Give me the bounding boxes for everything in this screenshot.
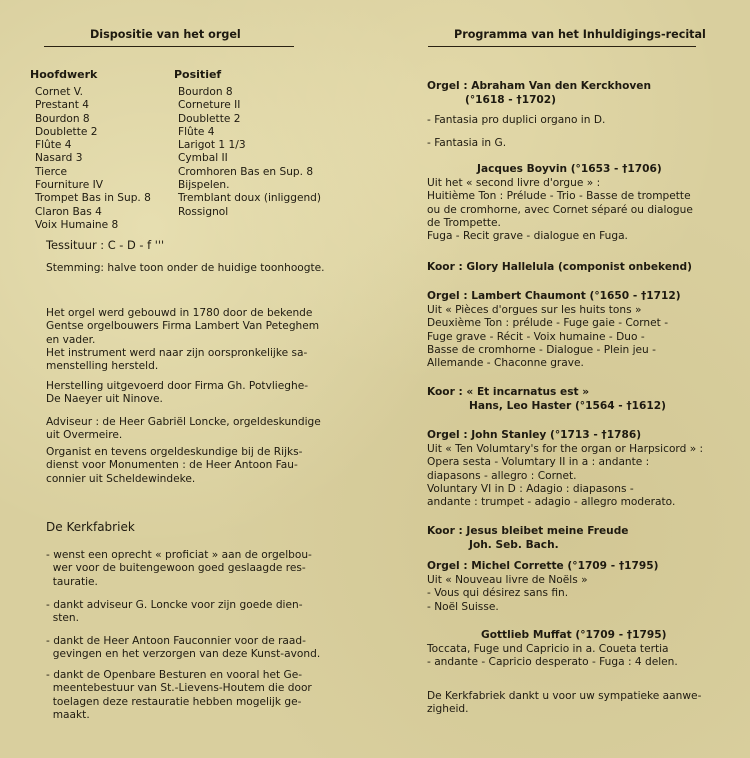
stop-item: Trompet Bas in Sup. 8 <box>35 192 151 205</box>
program-item-head: Koor : Glory Hallelula (componist onbekend) <box>427 261 692 273</box>
hoofdwerk-heading: Hoofdwerk <box>30 68 98 81</box>
program-line: - Fantasia pro duplici organo in D. <box>427 114 606 126</box>
advisor-paragraph: Adviseur : de Heer Gabriël Loncke, orgeldeskundige uit Overmeire. <box>46 416 321 442</box>
restoration-paragraph: Herstelling uitgevoerd door Firma Gh. Potvlieghe- De Naeyer uit Ninove. <box>46 380 309 406</box>
title-underline <box>428 46 696 47</box>
stop-item: Flûte 4 <box>35 139 72 152</box>
tessituur: Tessituur : C - D - f ''' <box>46 238 165 252</box>
closing-thanks: De Kerkfabriek dankt u voor uw sympatieke aanwe- zigheid. <box>427 690 702 716</box>
program-item-head: Koor : « Et incarnatus est » <box>427 386 590 398</box>
stop-item: Flûte 4 <box>178 125 215 138</box>
program-item-head: Jacques Boyvin (°1653 - †1706) <box>477 163 662 175</box>
stop-item: Nasard 3 <box>35 152 83 165</box>
stop-item: Bourdon 8 <box>178 86 233 98</box>
positief-heading: Positief <box>174 68 222 81</box>
program-description: Uit « Nouveau livre de Noëls » - Vous qui désirez sans fin. - Noël Suisse. <box>427 574 588 613</box>
program-item-head: Gottlieb Muffat (°1709 - †1795) <box>481 629 667 641</box>
program-item-head: Orgel : Lambert Chaumont (°1650 - †1712) <box>427 290 681 302</box>
stop-item: Prestant 4 <box>35 99 89 112</box>
thanks-item: - dankt de Openbare Besturen en vooral het Ge- meentebestuur van St.-Lievens-Houtem die door toelagen deze restauratie hebben mogelijk ge- maakt. <box>46 669 312 721</box>
stop-item: Tierce <box>35 165 68 178</box>
stop-item: Claron Bas 4 <box>35 205 102 218</box>
stop-item: Cromhoren Bas en Sup. 8 <box>178 165 314 178</box>
stop-item: Fourniture IV <box>35 179 103 192</box>
stop-item: Voix Humaine 8 <box>35 218 119 231</box>
disposition-title: Dispositie van het orgel <box>90 28 241 41</box>
program-title: Programma van het Inhuldigings-recital <box>454 28 706 41</box>
organist-paragraph: Organist en tevens orgeldeskundige bij de Rijks- dienst voor Monumenten : de Heer Antoon Fau- connier uit Scheldewindeke. <box>46 446 303 485</box>
stop-item: Cymbal II <box>178 152 228 165</box>
program-item-head: Orgel : Abraham Van den Kerckhoven <box>427 80 652 92</box>
stop-item: Tremblant doux (inliggend) <box>178 192 322 205</box>
stop-item: Doublette 2 <box>178 112 241 125</box>
program-item-dates: (°1618 - †1702) <box>465 94 557 106</box>
program-item-head: Koor : Jesus bleibet meine Freude <box>427 525 629 537</box>
program-item-head: Orgel : Michel Corrette (°1709 - †1795) <box>427 560 659 572</box>
stop-item: Larigot 1 1/3 <box>178 139 246 152</box>
program-item-head: Orgel : John Stanley (°1713 - †1786) <box>427 429 642 441</box>
program-line: - Fantasia in G. <box>427 137 507 149</box>
stop-item: Bourdon 8 <box>35 112 90 125</box>
stop-item: Corneture II <box>178 99 241 112</box>
positief-stop-list <box>178 86 321 219</box>
right-page <box>375 0 750 758</box>
thanks-item: - wenst een oprecht « proficiat » aan de orgelbou- wer voor de buitengewoon goed geslaagde res- tauratie. <box>46 549 312 588</box>
stop-item: Bijspelen. <box>178 179 230 192</box>
kerkfabriek-title: De Kerkfabriek <box>46 520 135 534</box>
program-description: Toccata, Fuge und Capricio in a. Coueta tertia - andante - Capricio desperato - Fuga : 4 delen. <box>427 643 678 669</box>
thanks-item: - dankt adviseur G. Loncke voor zijn goede dien- sten. <box>46 599 303 625</box>
program-description: Uit « Pièces d'orgues sur les huits tons » Deuxième Ton : prélude - Fuge gaie - Cornet - Fuge grave - Récit - Voix humaine - Duo - Basse de cromhorne - Dialogue - Plein jeu - Allemande - Chaconne grave. <box>427 304 669 370</box>
hoofdwerk-stop-list <box>35 86 151 232</box>
stop-item: Rossignol <box>178 205 229 218</box>
program-description: Uit het « second livre d'orgue » : Huitième Ton : Prélude - Trio - Basse de trompette ou de cromhorne, avec Cornet séparé ou dialogue de Trompette. Fuga - Recit grave - dialogue en Fuga. <box>427 177 693 243</box>
program-item-composer: Joh. Seb. Bach. <box>469 539 559 551</box>
thanks-item: - dankt de Heer Antoon Fauconnier voor de raad- gevingen en het verzorgen van deze Kunst-avond. <box>46 635 321 661</box>
program-description: Uit « Ten Volumtary's for the organ or Harpsicord » : Opera sesta - Volumtary II in a : andante : diapasons - allegro : Cornet. Voluntary VI in D : Adagio : diapasons - andante : trumpet - adagio - allegro moderato. <box>427 443 704 509</box>
history-paragraph: Het orgel werd gebouwd in 1780 door de bekende Gentse orgelbouwers Firma Lambert Van Peteghem en vader. Het instrument werd naar zijn oorspronkelijke sa- menstelling hersteld. <box>46 307 320 373</box>
stop-item: Doublette 2 <box>35 125 98 138</box>
stemming: Stemming: halve toon onder de huidige toonhoogte. <box>46 262 325 274</box>
program-item-composer: Hans, Leo Haster (°1564 - †1612) <box>469 400 666 412</box>
stop-item: Cornet V. <box>35 86 84 98</box>
title-underline <box>44 46 294 47</box>
